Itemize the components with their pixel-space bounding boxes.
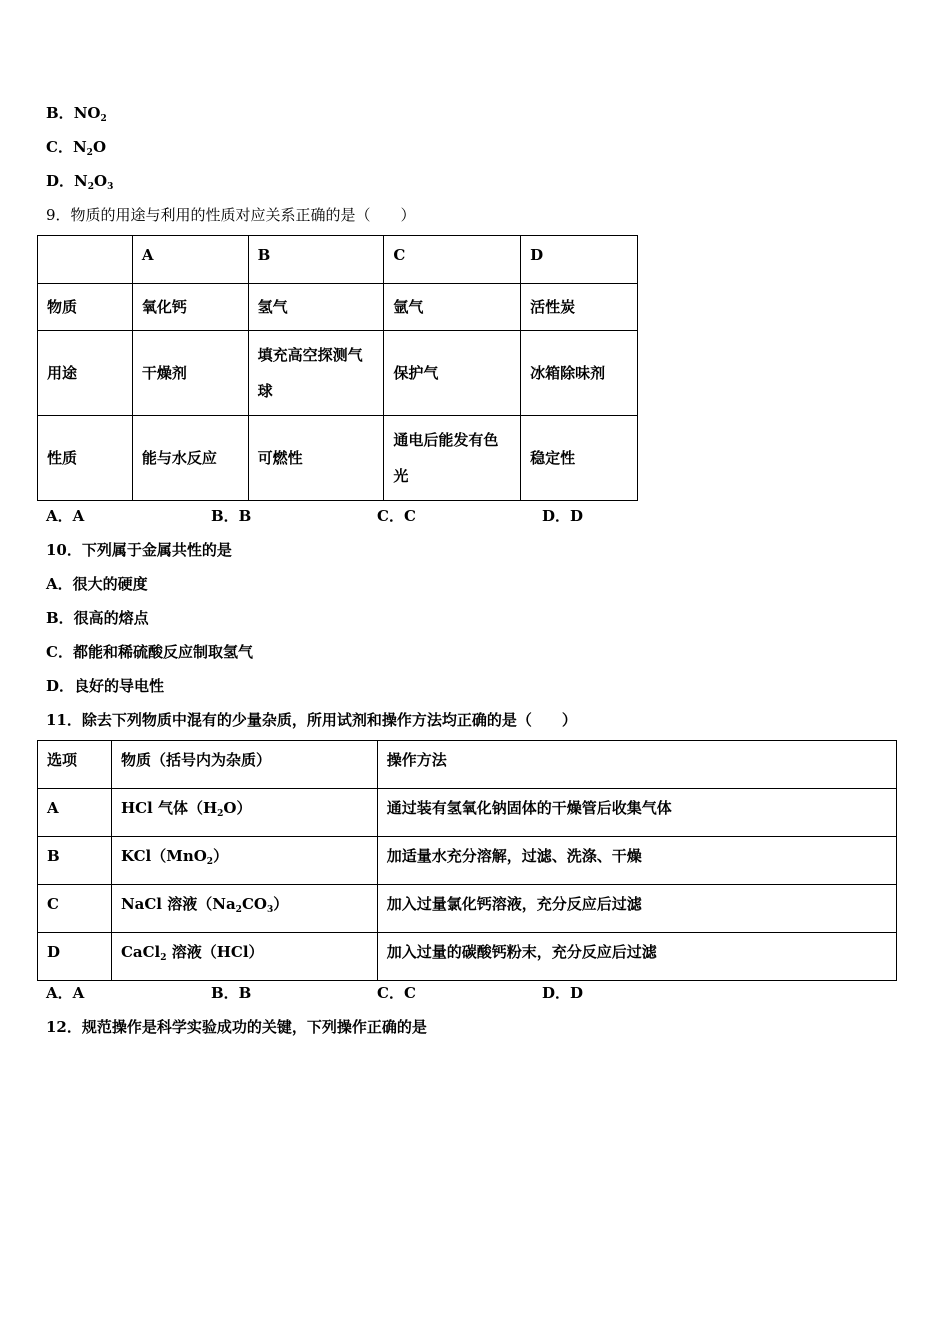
table-cell: NaCl 溶液$(Na_2CO_3)$ [111, 885, 377, 933]
table-cell: 通过装有氢氧化钠固体的干燥管后收集气体 [377, 789, 896, 837]
table-cell: 加适量水充分溶解，过滤、洗涤、干燥 [377, 837, 896, 885]
table-row [38, 284, 638, 331]
table-cell: A [132, 236, 248, 284]
option-c[interactable]: C．C [377, 984, 416, 1002]
table-cell: B [38, 837, 112, 885]
table-cell: 填充高空探测气球 [248, 331, 384, 416]
option-b[interactable]: B．B [211, 984, 252, 1002]
q10-option-c[interactable]: C．都能和稀硫酸反应制取氢气 [46, 643, 253, 661]
table-cell: HCl 气体$(H_2O)$ [111, 789, 377, 837]
q10-stem: 10．下列属于金属共性的是 [46, 541, 232, 559]
q9-table-header [38, 236, 638, 284]
option-c[interactable]: C．C [377, 507, 416, 525]
option-d[interactable]: D．D [542, 507, 584, 525]
table-cell: 操作方法 [377, 741, 896, 789]
q11-table [37, 740, 897, 981]
table-cell: 选项 [38, 741, 112, 789]
q10-option-d[interactable]: D．良好的导电性 [46, 677, 165, 695]
table-row [38, 331, 638, 416]
table-cell: 氩气 [384, 284, 521, 331]
table-cell: 物质 [38, 284, 133, 331]
table-cell: 加入过量氯化钙溶液，充分反应后过滤 [377, 885, 896, 933]
table-row [38, 933, 897, 981]
q10-option-b[interactable]: B．很高的熔点 [46, 609, 149, 627]
table-cell: 保护气 [384, 331, 521, 416]
prev-option-d: D．$N_2O_3$ [46, 172, 114, 192]
table-cell: 氧化钙 [132, 284, 248, 331]
table-row [38, 885, 897, 933]
q9-table [37, 235, 638, 501]
q11-table-header [38, 741, 897, 789]
table-cell: 氢气 [248, 284, 384, 331]
table-cell: 稳定性 [521, 416, 638, 501]
table-row [38, 416, 638, 501]
table-cell: D [38, 933, 112, 981]
option-d[interactable]: D．D [542, 984, 584, 1002]
q9-stem: 9．物质的用途与利用的性质对应关系正确的是（ ） [46, 206, 416, 224]
q10-option-a[interactable]: A．很大的硬度 [46, 575, 148, 593]
table-cell: 能与水反应 [132, 416, 248, 501]
table-row [38, 789, 897, 837]
table-cell: 通电后能发有色光 [384, 416, 521, 501]
table-cell: 冰箱除味剂 [521, 331, 638, 416]
option-a[interactable]: A．A [46, 507, 85, 525]
table-cell: 干燥剂 [132, 331, 248, 416]
table-cell: CaCl$_2$ 溶液（HCl） [111, 933, 377, 981]
prev-option-c: C．$N_2O$ [46, 138, 107, 158]
table-cell: 性质 [38, 416, 133, 501]
table-cell: KCl（MnO$_2$） [111, 837, 377, 885]
table-row [38, 837, 897, 885]
table-cell: C [384, 236, 521, 284]
table-cell: 活性炭 [521, 284, 638, 331]
table-cell: 物质（括号内为杂质） [111, 741, 377, 789]
table-cell [38, 236, 133, 284]
option-b[interactable]: B．B [211, 507, 252, 525]
prev-option-b: B．$NO_2$ [46, 104, 107, 124]
q11-stem: 11．除去下列物质中混有的少量杂质，所用试剂和操作方法均正确的是（ ） [46, 711, 577, 729]
table-cell: C [38, 885, 112, 933]
table-cell: 加入过量的碳酸钙粉末，充分反应后过滤 [377, 933, 896, 981]
table-cell: 可燃性 [248, 416, 384, 501]
q12-stem: 12．规范操作是科学实验成功的关键，下列操作正确的是 [46, 1018, 427, 1036]
table-cell: D [521, 236, 638, 284]
table-cell: B [248, 236, 384, 284]
table-cell: 用途 [38, 331, 133, 416]
table-cell: A [38, 789, 112, 837]
option-a[interactable]: A．A [46, 984, 85, 1002]
